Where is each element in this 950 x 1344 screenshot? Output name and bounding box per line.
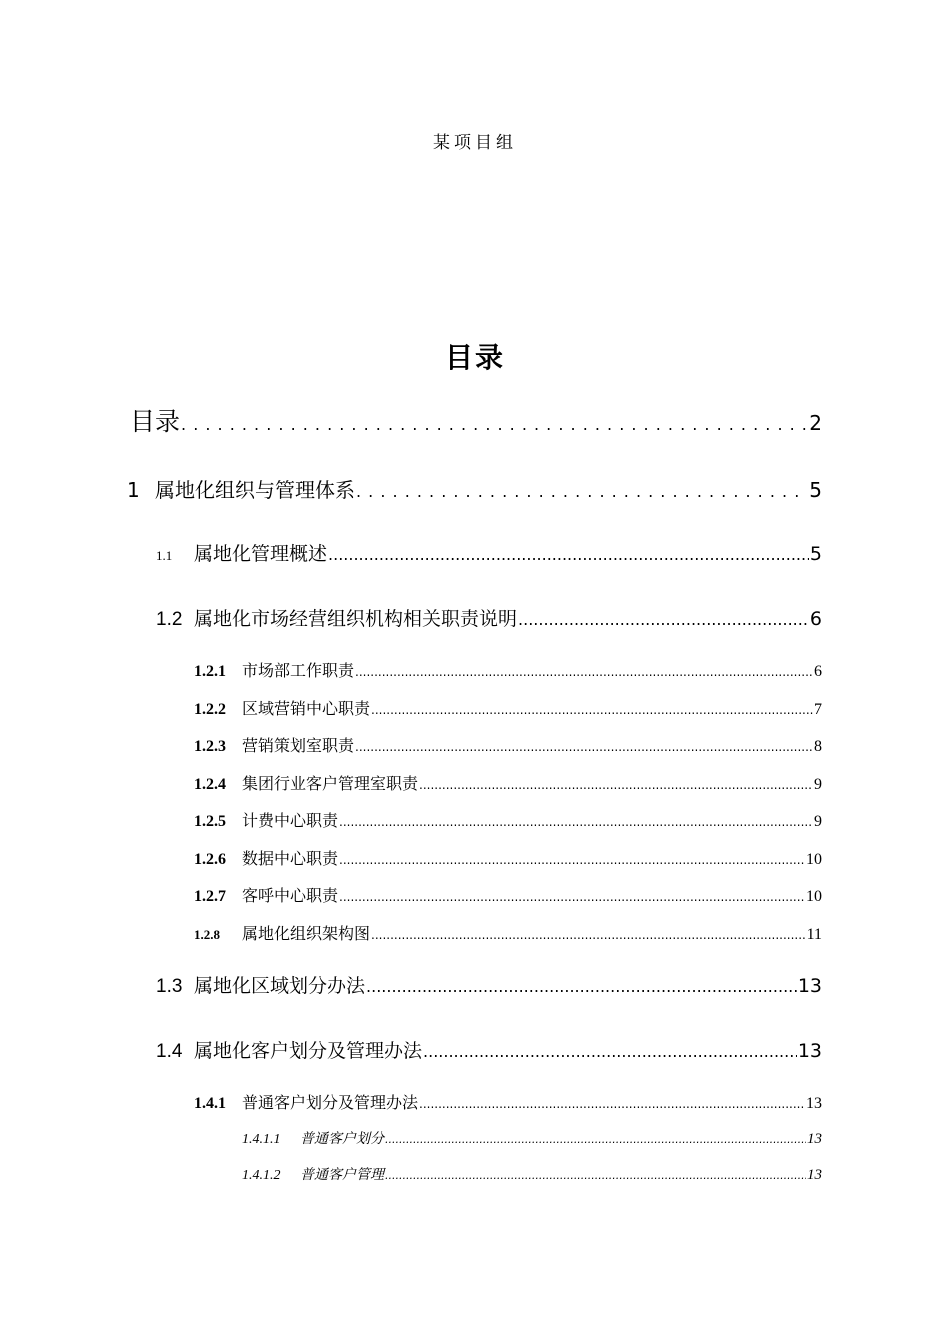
toc-entry-page: 13 — [797, 975, 822, 997]
leader-dots — [385, 1133, 806, 1146]
toc-entry-1-2-2[interactable] — [194, 696, 822, 719]
toc-entry-text: 市场部工作职责 — [242, 661, 355, 680]
leader-dots — [356, 482, 808, 501]
leader-dots — [328, 545, 809, 564]
toc-entry-1-1[interactable] — [156, 539, 822, 566]
toc-entry-text: 属地化管理概述 — [194, 543, 328, 565]
leader-dots — [423, 1042, 797, 1061]
toc-entry-page: 5 — [809, 478, 822, 502]
leader-dots — [339, 815, 813, 829]
leader-dots — [181, 415, 808, 434]
toc-entry-1-2[interactable] — [156, 604, 822, 631]
toc-entry-number: 1.1 — [156, 548, 173, 563]
toc-entry-text: 普通客户管理 — [300, 1167, 384, 1183]
toc-entry-page: 2 — [809, 411, 822, 435]
toc-entry-page: 13 — [806, 1095, 822, 1112]
document-header: 某项目组 — [433, 133, 517, 153]
toc-entry-1[interactable] — [127, 474, 822, 503]
leader-dots — [366, 977, 797, 996]
toc-entry-text: 数据中心职责 — [242, 849, 339, 868]
toc-entry-1-4[interactable] — [156, 1036, 822, 1063]
toc-entry-1-3[interactable] — [156, 971, 822, 998]
leader-dots — [371, 928, 806, 942]
toc-entry-text: 目录 — [130, 407, 181, 436]
toc-entry-page: 9 — [814, 776, 822, 793]
toc-entry-page: 10 — [806, 888, 822, 905]
toc-entry-1-2-5[interactable] — [194, 808, 822, 831]
toc-entry-number: 1.2.6 — [194, 851, 226, 868]
toc-entry-text: 普通客户划分 — [300, 1131, 384, 1147]
toc-entry-1-4-1[interactable] — [194, 1090, 822, 1113]
toc-entry-text: 普通客户划分及管理办法 — [242, 1093, 419, 1112]
leader-dots — [419, 1097, 805, 1111]
toc-entry-number: 1.4.1 — [194, 1095, 226, 1112]
toc-entry-number: 1.2.4 — [194, 776, 226, 793]
toc-entry-1-4-1-2[interactable] — [242, 1164, 822, 1184]
leader-dots — [419, 778, 813, 792]
toc-entry-number: 1.2.8 — [194, 927, 220, 942]
toc-entry-text: 属地化组织架构图 — [242, 924, 371, 943]
toc-entry-number: 1 — [127, 478, 140, 502]
leader-dots — [385, 1169, 806, 1182]
toc-entry-text: 属地化区域划分办法 — [194, 975, 366, 997]
toc-entry-number: 1.3 — [156, 976, 183, 997]
toc-entry-page: 13 — [797, 1040, 822, 1062]
toc-entry-number: 1.2.7 — [194, 888, 226, 905]
toc-entry-number: 1.2.1 — [194, 663, 226, 680]
leader-dots — [518, 610, 809, 629]
toc-entry-number: 1.2 — [156, 609, 183, 630]
toc-entry-page: 9 — [814, 813, 822, 830]
toc-entry-text: 营销策划室职责 — [242, 736, 355, 755]
toc-entry-number: 1.2.3 — [194, 738, 226, 755]
toc-entry-page: 10 — [806, 851, 822, 868]
leader-dots — [355, 665, 813, 679]
toc-entry-page: 11 — [806, 926, 822, 943]
toc-entry-page: 13 — [807, 1167, 822, 1183]
toc-entry-text: 属地化客户划分及管理办法 — [194, 1040, 423, 1062]
toc-entry-page: 13 — [807, 1131, 822, 1147]
toc-entry-text: 计费中心职责 — [242, 811, 339, 830]
leader-dots — [355, 740, 813, 754]
toc-entry-1-2-3[interactable] — [194, 733, 822, 756]
toc-entry-1-2-7[interactable] — [194, 883, 822, 906]
toc-entry-page: 6 — [809, 608, 822, 630]
toc-entry-contents[interactable] — [130, 402, 822, 438]
toc-entry-1-2-4[interactable] — [194, 771, 822, 794]
toc-entry-number: 1.2.5 — [194, 813, 226, 830]
toc-entry-number: 1.4.1.2 — [242, 1168, 281, 1183]
toc-entry-number: 1.2.2 — [194, 701, 226, 718]
toc-entry-text: 客呼中心职责 — [242, 886, 339, 905]
toc-entry-number: 1.4.1.1 — [242, 1132, 281, 1147]
toc-title: 目录 — [444, 341, 505, 374]
toc-entry-1-4-1-1[interactable] — [242, 1128, 822, 1148]
toc-entry-text: 属地化组织与管理体系 — [155, 478, 355, 502]
leader-dots — [339, 890, 805, 904]
toc-entry-page: 5 — [809, 543, 822, 565]
toc-entry-number: 1.4 — [156, 1041, 183, 1062]
toc-entry-1-2-1[interactable] — [194, 658, 822, 681]
toc-entry-text: 集团行业客户管理室职责 — [242, 774, 419, 793]
toc-entry-1-2-6[interactable] — [194, 846, 822, 869]
leader-dots — [339, 853, 805, 867]
toc-entry-text: 区域营销中心职责 — [242, 699, 371, 718]
leader-dots — [371, 703, 813, 717]
toc-entry-page: 6 — [814, 663, 822, 680]
toc-entry-page: 8 — [814, 738, 822, 755]
toc-entry-page: 7 — [814, 701, 822, 718]
toc-entry-text: 属地化市场经营组织机构相关职责说明 — [194, 608, 518, 630]
toc-entry-1-2-8[interactable] — [194, 921, 822, 944]
